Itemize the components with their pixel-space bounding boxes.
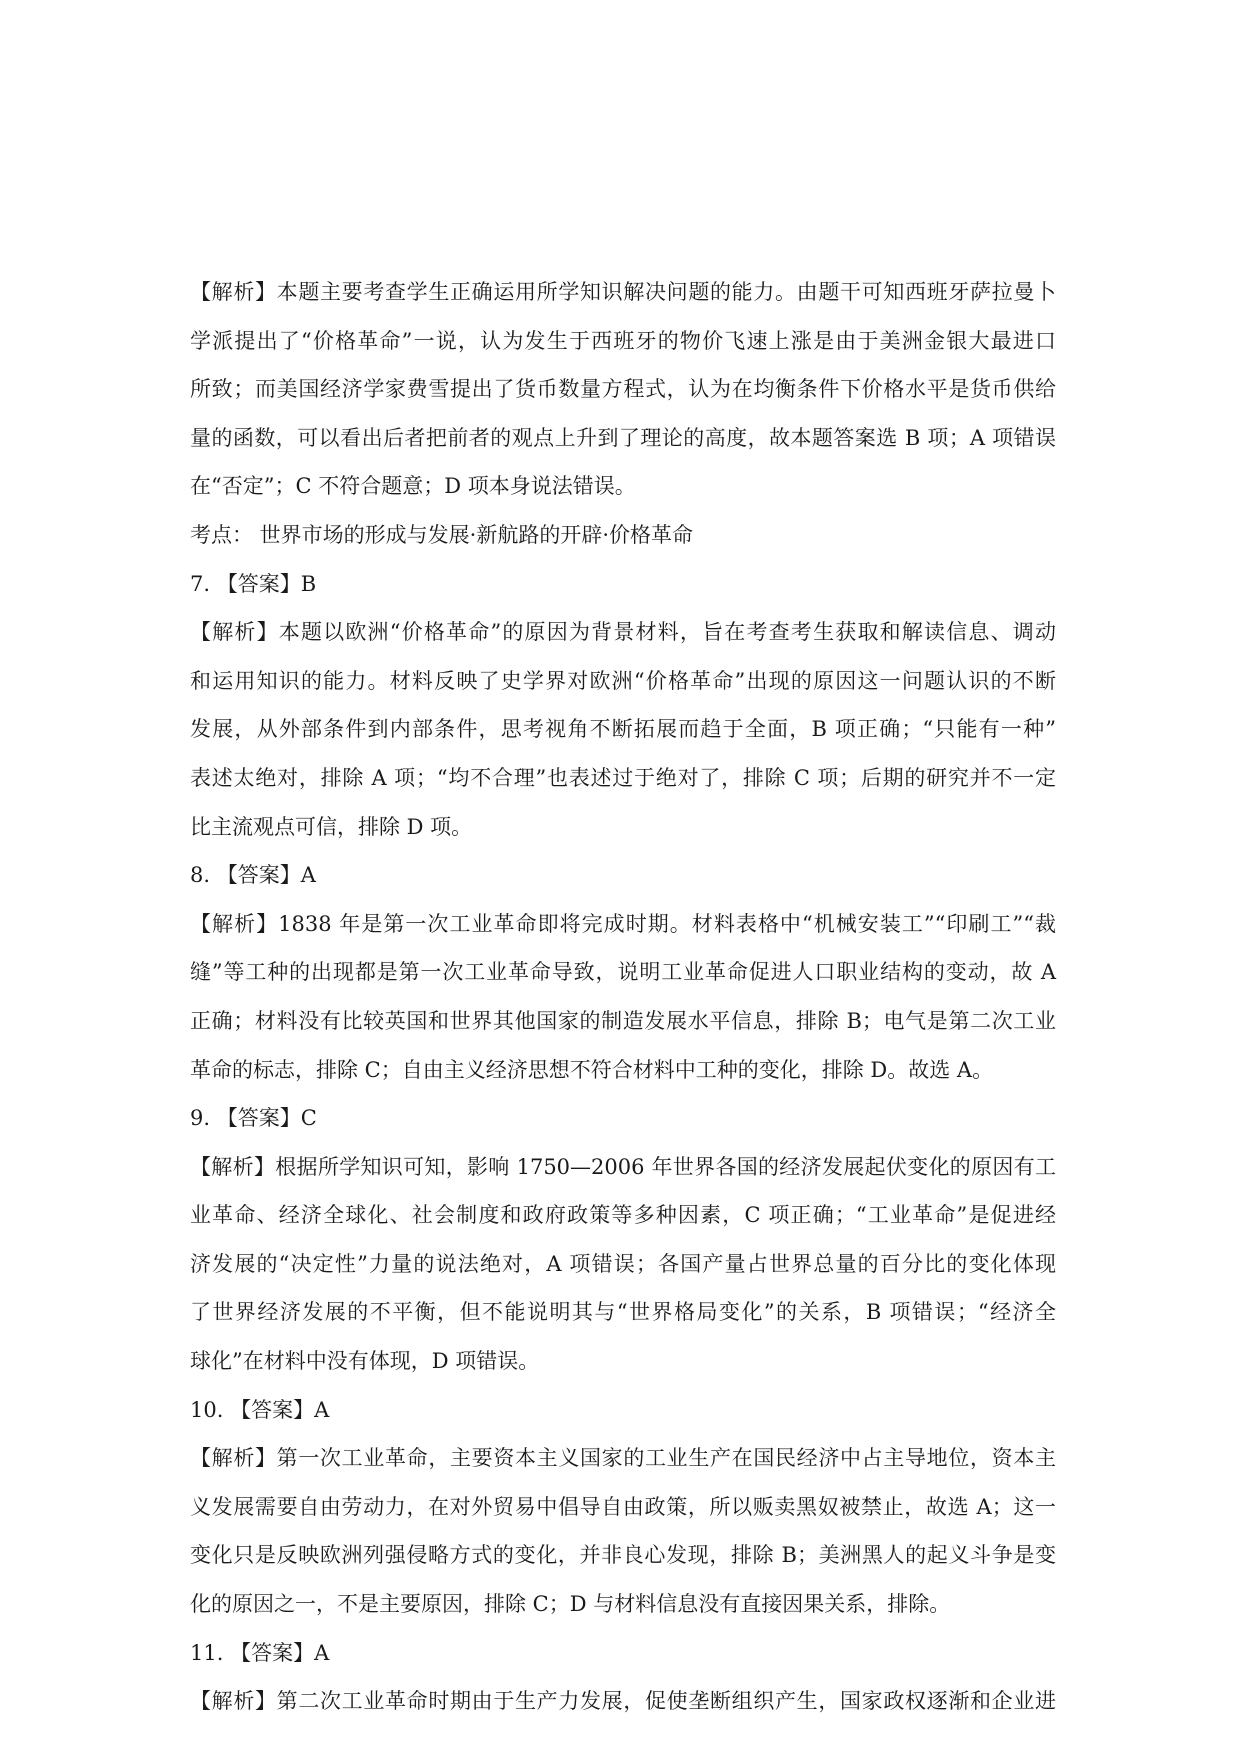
text-line: 【解析】第一次工业革命，主要资本主义国家的工业生产在国民经济中占主导地位，资本主 (190, 1446, 1056, 1471)
text-line: 了世界经济发展的不平衡，但不能说明其与“世界格局变化”的关系，B 项错误；“经济全 (190, 1300, 1056, 1325)
text-line: 【解析】本题以欧洲“价格革命”的原因为背景材料，旨在考查考生获取和解读信息、调动 (190, 620, 1056, 645)
answer-line: 7. 【答案】B (190, 571, 317, 596)
text-line: 【解析】1838 年是第一次工业革命即将完成时期。材料表格中“机械安装工”“印刷工”“裁 (190, 911, 1056, 936)
text-line: 革命的标志，排除 C；自由主义经济思想不符合材料中工种的变化，排除 D。故选 A。 (190, 1057, 994, 1082)
text-line: 正确；材料没有比较英国和世界其他国家的制造发展水平信息，排除 B；电气是第二次工业 (190, 1008, 1056, 1033)
text-line: 化的原因之一，不是主要原因，排除 C；D 与材料信息没有直接因果关系，排除。 (190, 1592, 951, 1617)
text-line: 发展，从外部条件到内部条件，思考视角不断拓展而趋于全面，B 项正确；“只能有一种” (190, 717, 1056, 742)
answer-line: 9. 【答案】C (190, 1106, 317, 1131)
text-line: 【解析】第二次工业革命时期由于生产力发展，促使垄断组织产生，国家政权逐渐和企业进 (190, 1689, 1056, 1714)
text-line: 和运用知识的能力。材料反映了史学界对欧洲“价格革命”出现的原因这一问题认识的不断 (190, 668, 1056, 693)
text-line: 缝”等工种的出现都是第一次工业革命导致，说明工业革命促进人口职业结构的变动，故 A (190, 960, 1056, 985)
text-line: 业革命、经济全球化、社会制度和政府政策等多种因素，C 项正确；“工业革命”是促进经 (190, 1203, 1056, 1228)
text-line: 学派提出了“价格革命”一说，认为发生于西班牙的物价飞速上涨是由于美洲金银大最进口 (190, 328, 1056, 353)
text-line: 在“否定”；C 不符合题意；D 项本身说法错误。 (190, 474, 636, 499)
text-line: 济发展的“决定性”力量的说法绝对，A 项错误；各国产量占世界总量的百分比的变化体现 (190, 1251, 1056, 1276)
text-line: 【解析】根据所学知识可知，影响 1750—2006 年世界各国的经济发展起伏变化的原因有工 (190, 1154, 1056, 1179)
text-line: 变化只是反映欧洲列强侵略方式的变化，并非良心发现，排除 B；美洲黑人的起义斗争是变 (190, 1543, 1056, 1568)
text-line: 义发展需要自由劳动力，在对外贸易中倡导自由政策，所以贩卖黑奴被禁止，故选 A；这一 (190, 1494, 1056, 1519)
answer-line: 10. 【答案】A (190, 1397, 330, 1422)
text-line: 所致；而美国经济学家费雪提出了货币数量方程式，认为在均衡条件下价格水平是货币供给 (190, 377, 1056, 402)
topic-line: 考点： 世界市场的形成与发展·新航路的开辟·价格革命 (190, 522, 694, 547)
text-line: 【解析】本题主要考查学生正确运用所学知识解决问题的能力。由题干可知西班牙萨拉曼卜 (190, 280, 1056, 304)
text-line: 比主流观点可信，排除 D 项。 (190, 814, 473, 839)
text-line: 球化”在材料中没有体现，D 项错误。 (190, 1349, 540, 1374)
answer-line: 8. 【答案】A (190, 863, 316, 888)
text-line: 量的函数，可以看出后者把前者的观点上升到了理论的高度，故本题答案选 B 项；A 项错误 (190, 425, 1056, 450)
answer-line: 11. 【答案】A (190, 1640, 330, 1665)
document-page (190, 268, 1056, 1726)
text-line: 表述太绝对，排除 A 项；“均不合理”也表述过于绝对了，排除 C 项；后期的研究并不一定 (190, 765, 1056, 790)
